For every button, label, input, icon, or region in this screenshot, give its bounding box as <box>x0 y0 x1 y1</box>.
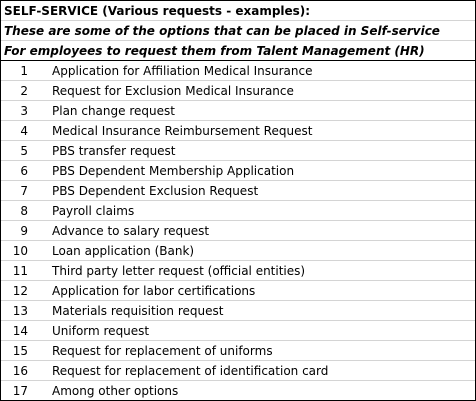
list-item[interactable] <box>1 121 475 141</box>
item-number: 14 <box>12 323 28 338</box>
item-text: Materials requisition request <box>52 303 224 318</box>
item-number: 10 <box>12 243 28 258</box>
item-number: 13 <box>12 303 28 318</box>
list-item[interactable] <box>1 181 475 201</box>
list-item[interactable] <box>1 321 475 341</box>
item-text: Plan change request <box>52 103 175 118</box>
sheet-note: For employees to request them from Talent Management (HR) <box>4 43 425 58</box>
item-text: PBS transfer request <box>52 143 176 158</box>
item-text: Loan application (Bank) <box>52 243 195 258</box>
list-item[interactable] <box>1 201 475 221</box>
item-number: 15 <box>12 343 28 358</box>
item-number: 8 <box>20 203 28 218</box>
list-item[interactable] <box>1 61 475 81</box>
item-text: Advance to salary request <box>52 223 210 238</box>
item-text: Uniform request <box>52 323 150 338</box>
list-item[interactable] <box>1 161 475 181</box>
list-item[interactable] <box>1 101 475 121</box>
list-item[interactable] <box>1 241 475 261</box>
list-item[interactable] <box>1 341 475 361</box>
list-item[interactable] <box>1 221 475 241</box>
list-item[interactable] <box>1 141 475 161</box>
item-text: PBS Dependent Exclusion Request <box>52 183 259 198</box>
item-number: 2 <box>20 83 28 98</box>
item-text: Application for labor certifications <box>52 283 256 298</box>
list-item[interactable] <box>1 301 475 321</box>
item-number: 3 <box>20 103 28 118</box>
item-text: Request for Exclusion Medical Insurance <box>52 83 294 98</box>
item-text: Among other options <box>52 384 179 398</box>
item-text: Application for Affiliation Medical Insurance <box>52 63 313 78</box>
item-text: Third party letter request (official entities) <box>52 263 306 278</box>
item-text: Request for replacement of identification card <box>52 363 329 378</box>
list-item[interactable] <box>1 81 475 101</box>
sheet-subtitle: These are some of the options that can be placed in Self-service <box>4 23 440 38</box>
item-text: Medical Insurance Reimbursement Request <box>52 123 313 138</box>
item-number: 5 <box>20 143 28 158</box>
request-list <box>1 61 475 401</box>
list-item[interactable] <box>1 281 475 301</box>
item-number: 4 <box>20 123 28 138</box>
sheet-subtitle-row[interactable] <box>1 21 475 41</box>
item-number: 7 <box>20 183 28 198</box>
item-text: Payroll claims <box>52 203 135 218</box>
item-text: Request for replacement of uniforms <box>52 343 273 358</box>
item-number: 11 <box>12 263 28 278</box>
item-text: PBS Dependent Membership Application <box>52 163 295 178</box>
item-number: 16 <box>12 363 28 378</box>
list-item[interactable] <box>1 261 475 281</box>
item-number: 6 <box>20 163 28 178</box>
list-item[interactable] <box>1 361 475 381</box>
item-number: 17 <box>12 384 28 398</box>
sheet-title: SELF-SERVICE (Various requests - examples): <box>4 3 311 18</box>
sheet-note-row[interactable] <box>1 41 475 61</box>
item-number: 9 <box>20 223 28 238</box>
list-item[interactable] <box>1 381 475 401</box>
item-number: 1 <box>20 63 28 78</box>
item-number: 12 <box>12 283 28 298</box>
sheet-title-row[interactable] <box>1 1 475 21</box>
